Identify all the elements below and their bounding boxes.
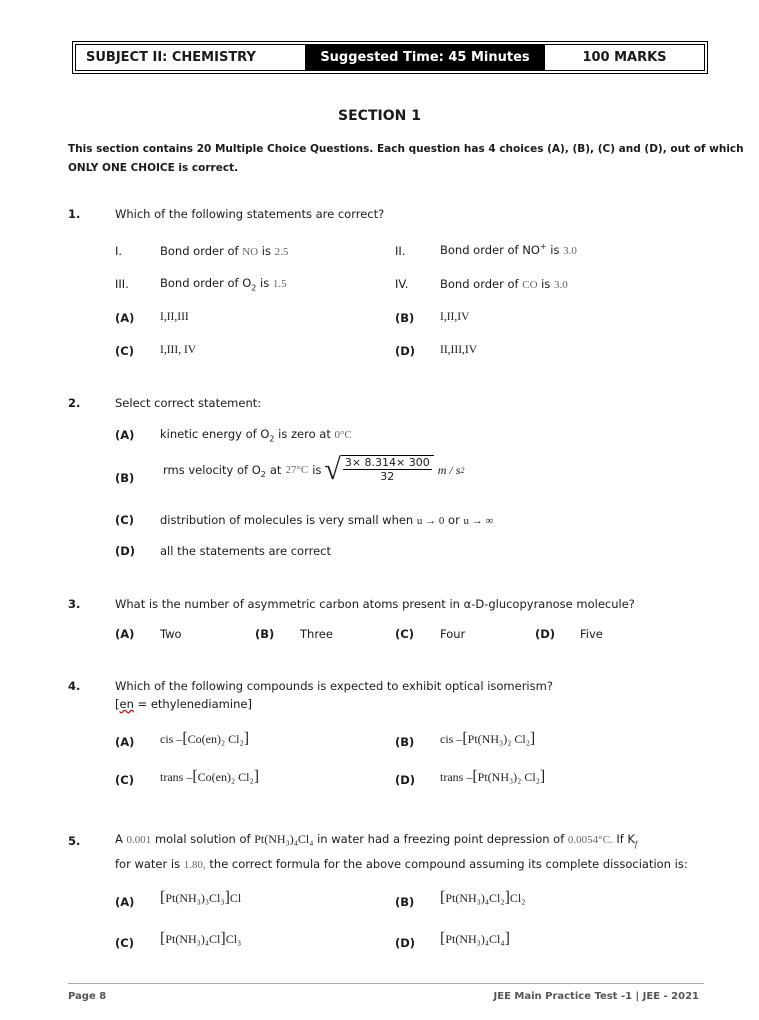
- section-intro-line1: This section contains 20 Multiple Choice Questions. Each question has 4 choices (A), (B), (C) and (D), out of which: [68, 143, 744, 155]
- time-label: Suggested Time: 45 Minutes: [306, 45, 544, 70]
- q5-text-line2: for water is 1.80, the correct formula for the above compound assuming its complete dissociation is:: [115, 857, 688, 871]
- subject-label: SUBJECT II: CHEMISTRY: [76, 45, 306, 70]
- q2-option-d-label[interactable]: (D): [115, 544, 136, 558]
- q1-text: Which of the following statements are correct?: [115, 207, 385, 221]
- q3-text: What is the number of asymmetric carbon atoms present in α-D-glucopyranose molecule?: [115, 597, 635, 611]
- q1-option-a-text[interactable]: I,II,III: [160, 311, 189, 323]
- q3-option-a-text[interactable]: Two: [160, 627, 182, 641]
- q1-option-a-label[interactable]: (A): [115, 311, 135, 325]
- q3-option-c-label[interactable]: (C): [395, 627, 414, 641]
- q4-option-c-label[interactable]: (C): [115, 773, 134, 787]
- q1-statement-3: Bond order of $O_2$ is 1.5: [160, 276, 287, 293]
- q4-number: 4.: [68, 679, 81, 693]
- q1-option-b-label[interactable]: (B): [395, 311, 415, 325]
- q3-number: 3.: [68, 597, 81, 611]
- q5-option-a-label[interactable]: (A): [115, 895, 135, 909]
- q1-statement-1-roman: I.: [115, 244, 123, 258]
- section-intro-line2: ONLY ONE CHOICE is correct.: [68, 162, 239, 174]
- q5-number: 5.: [68, 834, 81, 848]
- page-number: Page 8: [68, 991, 107, 1002]
- q4-note: [en = ethylenediamine]: [115, 697, 252, 711]
- q4-option-a-text[interactable]: cis –[Co(en)₂ Cl₂]: [160, 730, 250, 747]
- q2-option-c-text[interactable]: distribution of molecules is very small when u → 0 or u → ∞: [160, 513, 494, 527]
- q4-option-a-label[interactable]: (A): [115, 735, 135, 749]
- q2-option-d-text[interactable]: all the statements are correct: [160, 544, 331, 558]
- q5-option-d-label[interactable]: (D): [395, 936, 416, 950]
- q5-option-c-label[interactable]: (C): [115, 936, 134, 950]
- q4-option-c-text[interactable]: trans –[Co(en)₂ Cl₂]: [160, 768, 260, 785]
- q3-option-d-label[interactable]: (D): [535, 627, 556, 641]
- q3-option-c-text[interactable]: Four: [440, 627, 466, 641]
- sqrt-expression: √ $\frac{3\times 8.314\times 300}{32}$: [324, 455, 433, 485]
- footer-divider: [68, 983, 704, 984]
- test-name: JEE Main Practice Test -1 | JEE - 2021: [493, 991, 699, 1002]
- q3-option-d-text[interactable]: Five: [580, 627, 603, 641]
- q1-option-c-text[interactable]: I,III, IV: [160, 344, 197, 356]
- q1-number: 1.: [68, 207, 81, 221]
- q1-statement-4-roman: IV.: [395, 277, 409, 291]
- q5-option-b-label[interactable]: (B): [395, 895, 415, 909]
- q5-option-d-text[interactable]: [Pt(NH₃)₄Cl₄]: [440, 930, 510, 947]
- q5-text-line1: A 0.001 molal solution of Pt(NH₃)₄Cl₄ in water had a freezing point depression of 0.0054°C. If $K_f$: [115, 832, 638, 849]
- q2-number: 2.: [68, 396, 81, 410]
- header-row: [75, 44, 705, 71]
- q4-option-d-text[interactable]: trans –[Pt(NH₃)₂ Cl₂]: [440, 768, 546, 785]
- q2-option-b-text[interactable]: rms velocity of O $_2$ at 27°C is √ $\frac{3\times 8.314\times 300}{32}$ m / s 2: [163, 453, 465, 486]
- q1-statement-4: Bond order of CO is 3.0: [440, 277, 568, 291]
- q3-option-b-text[interactable]: Three: [300, 627, 333, 641]
- q2-option-c-label[interactable]: (C): [115, 513, 134, 527]
- q1-option-c-label[interactable]: (C): [115, 344, 134, 358]
- q5-option-c-text[interactable]: [Pt(NH₃)₄Cl]Cl₃: [160, 930, 242, 947]
- q5-option-a-text[interactable]: [Pt(NH₃)₃Cl₃]Cl: [160, 889, 242, 906]
- q1-statement-1: Bond order of NO is 2.5: [160, 244, 289, 258]
- q2-option-a-text[interactable]: kinetic energy of $O_2$ is zero at 0°C: [160, 427, 352, 444]
- q4-option-b-label[interactable]: (B): [395, 735, 415, 749]
- q5-option-b-text[interactable]: [Pt(NH₃)₄Cl₂]Cl₂: [440, 889, 526, 906]
- marks-label: 100 MARKS: [544, 45, 704, 70]
- q3-option-b-label[interactable]: (B): [255, 627, 275, 641]
- header-box: [72, 41, 708, 74]
- q1-option-d-label[interactable]: (D): [395, 344, 416, 358]
- q1-statement-2-roman: II.: [395, 244, 406, 258]
- q2-option-a-label[interactable]: (A): [115, 428, 135, 442]
- q4-option-d-label[interactable]: (D): [395, 773, 416, 787]
- section-title: SECTION 1: [338, 108, 421, 124]
- q3-option-a-label[interactable]: (A): [115, 627, 135, 641]
- q4-text: Which of the following compounds is expected to exhibit optical isomerism?: [115, 679, 553, 693]
- q1-statement-3-roman: III.: [115, 277, 129, 291]
- q1-option-d-text[interactable]: II,III,IV: [440, 344, 478, 356]
- q1-option-b-text[interactable]: I,II,IV: [440, 311, 470, 323]
- q4-option-b-text[interactable]: cis –[Pt(NH₃)₂ Cl₂]: [440, 730, 536, 747]
- q1-statement-2: Bond order of NO+ is 3.0: [440, 242, 577, 257]
- q2-option-b-label[interactable]: (B): [115, 471, 135, 485]
- q2-text: Select correct statement:: [115, 396, 262, 410]
